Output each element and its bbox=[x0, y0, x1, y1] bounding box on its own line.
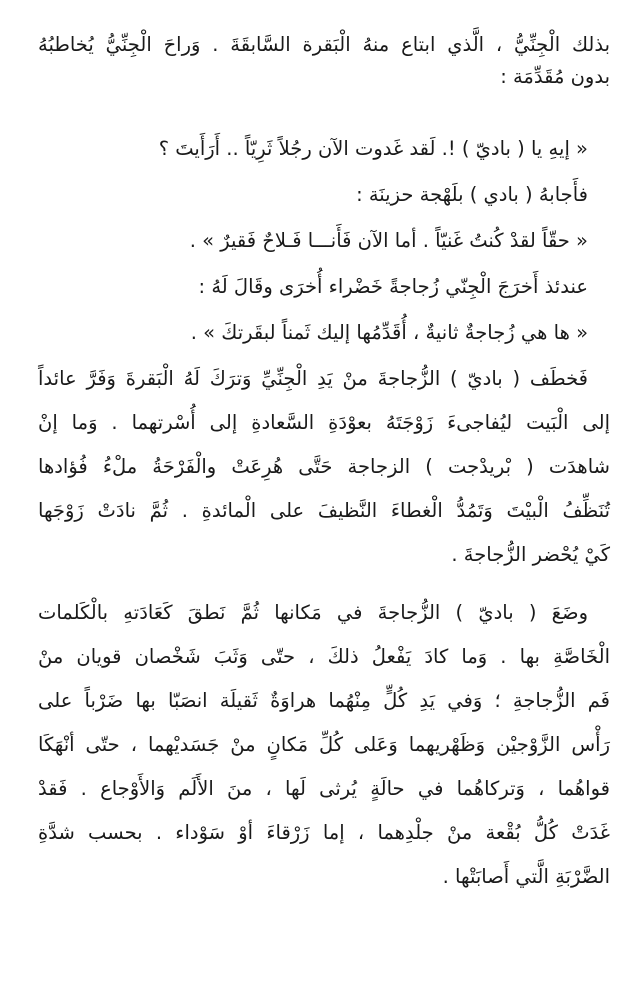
text-line: كَيْ يُحْضر الزُّجاجةَ . bbox=[451, 543, 610, 566]
text-line: بذلك الْجِنِّيُّ ، الَّذي ابتاع منهُ الْبَقرة السَّابقَةَ . وَراحَ الْجِنِّيُّ يُخاطبُهُ bbox=[38, 33, 610, 56]
dialogue-line: « إيهِ يا ( باديّ ) !. لَقد غَدوت الآن رجُلاً ثَرِيّاً .. أَرَأَيتَ ؟ bbox=[158, 137, 588, 160]
text-line: فأَجابهُ ( بادي ) بلَهْجة حزينَة : bbox=[356, 183, 588, 206]
text-line: بدون مُقَدِّمَة : bbox=[500, 65, 610, 88]
dialogue-line: « حقّاً لقدْ كُنتُ غَنيّاً . أما الآن فَأَنـــا فَـلاحٌ فَقيرٌ » . bbox=[189, 229, 588, 252]
text-line: فَم الزُّجاجةِ ؛ وَفي يَدِ كُلٍّ مِنْهُما هراوَةٌ ثَقيلَة انصَبّا بها ضَرْباً على bbox=[38, 689, 610, 712]
text-line: الضَّرْبَةِ الَّتي أَصابَتْها . bbox=[442, 865, 610, 888]
text-line: شاهدَت ( بْريدْجت ) الزجاجة حَتَّى هُرِعَتْ والْفَرْحَةُ ملْءُ فُؤادها bbox=[38, 455, 610, 478]
dialogue-line: « ها هي زُجاجةٌ ثانيةٌ ، أُقَدِّمُها إليك ثَمناً لبقَرتكَ » . bbox=[190, 321, 588, 344]
text-line: رَأْس الزَّوْجيْن وَظَهْريهما وَعَلى كُلِّ مَكانٍ منْ جَسَديْهما ، حتّى أنْهَكَا bbox=[38, 733, 610, 756]
text-line: وضَعَ ( باديّ ) الزُّجاجةَ في مَكانها ثُمَّ نَطقَ كَعَادَتهِ بالْكَلمات bbox=[38, 601, 588, 624]
text-line: عندئذ أَخرَجَ الْجِنّي زُجاجةً خَضْراء أُخرَى وقَالَ لَهُ : bbox=[198, 275, 588, 298]
text-line: فَخطَف ( باديّ ) الزُّجاجةَ منْ يَدِ الْجِنِّيِّ وَترَكَ لَهُ الْبَقرةَ وَفَرَّ عائداً bbox=[38, 367, 588, 390]
text-line: إلى الْبَيت ليُفاجىءَ زَوْجَتَهُ بعوْدَةِ السَّعادةِ إلى أُسْرتهما . وَما إنْ bbox=[38, 411, 610, 434]
text-line: الْخَاصَّةِ بها . وَما كادَ يَفْعلُ ذلكَ ، حتّى وَثَبَ شَخْصان قويان منْ bbox=[38, 645, 610, 668]
text-line: قواهُما ، وَتركاهُما في حالَةٍ يُرثى لَها ، منَ الأَلَم وَالأَوْجاع . فَقدْ bbox=[38, 777, 610, 800]
text-line: تُنَظِّفُ الْبيْتَ وَتَمُدُّ الْغطاءَ النَّظيفَ على الْمائدةِ . ثُمَّ نادَتْ زَوْجَها bbox=[38, 499, 610, 522]
text-line: غَدَتْ كُلُّ بُقْعة منْ جلْدِهما ، إما زَرْقاءَ أوْ سَوْداء . بحسب شدَّةِ bbox=[38, 821, 610, 844]
